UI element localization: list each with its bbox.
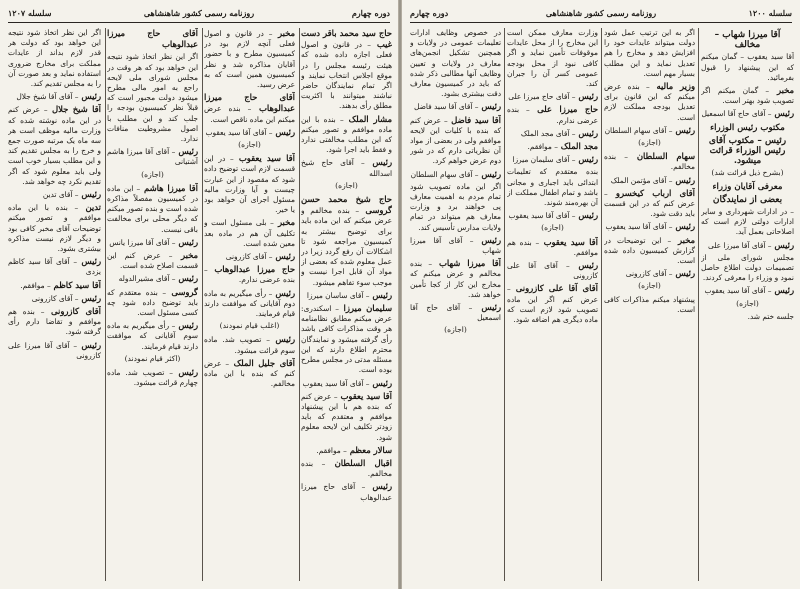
speech-entry <box>8 293 101 304</box>
page-header <box>410 6 792 22</box>
speech-entry <box>301 157 392 178</box>
speaker-name: رئیس <box>77 256 101 267</box>
speaker-name: آقای کازرونی <box>44 306 101 317</box>
speech-text: – عرض کنم این قسمت اصلاح شده است. <box>107 251 198 271</box>
speech-text: – آقای کازرونی <box>225 252 273 262</box>
speaker-name: رئیس <box>369 289 392 300</box>
speech-entry <box>301 391 392 443</box>
column-divider <box>299 28 300 581</box>
speech-entry <box>204 217 295 249</box>
speech-entry <box>410 235 501 256</box>
speaker-name: رئیس <box>575 91 598 102</box>
speech-text: – عرض کنم که بنده هم با این پیشنهاد موافقم و معتقدم که باید زودتر تکلیف این لایحه معلوم شود. <box>301 391 392 442</box>
speech-entry <box>604 235 695 267</box>
speech-text: – آقای مشیرالدوله <box>118 274 176 284</box>
speech-entry <box>507 128 598 139</box>
speaker-name: رئیس <box>78 91 101 102</box>
text-column <box>507 28 598 583</box>
speaker-name: آقا سید فاضل <box>447 114 501 125</box>
newspaper-title: روزنامه رسمی کشور شاهنشاهی <box>143 8 255 18</box>
speaker-name: گروسی <box>166 286 198 297</box>
parenthetical-note: (اجازه) <box>638 138 661 148</box>
speech-text: اگر این نظر اتخاذ شود نتیجه این خواهد بود که هر وقت در مجلس شورای ملی لایحه راجع به امور مالی مطرح میشود دولت مجبور است که قبلاً نظر کمیسیون بودجه را جلب کند و این مطلب با اصول مشروطیت منافات ندارد. <box>107 52 198 144</box>
speech-entry <box>107 287 198 319</box>
speech-text: – آقای آقا سید یعقوب <box>704 286 772 296</box>
speech-entry <box>107 237 198 248</box>
speech-entry <box>604 81 695 123</box>
speech-text: – بنده با این ماده موافقم و تصور میکنم که این مطلب مخالفتی ندارد و فقط باید اجرا شود. <box>301 114 392 155</box>
speaker-name: آقای حاج میرزا عبدالوهاب <box>204 92 295 114</box>
speaker-name: مخبر <box>172 250 198 261</box>
speech-text: – آقای ساسان میرزا <box>306 290 370 300</box>
speaker-name: سلیمان میرزا <box>338 303 392 314</box>
speech-entry <box>204 358 295 390</box>
speech-text: اگر این نظر اتخاذ شود نتیجه این خواهد بود که دولت هر قدر لازم بداند از عایدات مملکت برای مخارج ضروری استفاده نماید و بعد صورت آن را به مجلس تقدیم کند. <box>8 28 101 89</box>
speech-text: اگر این ماده تصویب شود تمام مردم به اهمیت معارف پی خواهند برد و وزارت معارف هم میتواند در تمام ولایات مدارس تأسیس کند. <box>410 181 501 232</box>
issue-number: سلسله ۱۲۰۰ <box>748 8 792 18</box>
speech-entry <box>701 240 794 251</box>
speech-entry <box>301 290 392 301</box>
speech-entry <box>204 334 295 355</box>
speaker-name: رئیس <box>672 124 695 135</box>
speech-entry <box>301 481 392 502</box>
speech-text: – موافقم. <box>316 445 347 455</box>
speech-entry <box>301 303 392 375</box>
speech-text: پیشنهاد میکنم مذاکرات کافی است. <box>604 294 695 314</box>
speech-entry <box>604 221 695 232</box>
speech-entry <box>410 28 501 99</box>
speech-text: – در این قسمت لازم است توضیح داده شود که مقصود از این عبارت چیست و آیا وزارت مالیه مسئول اجرای آن خواهد بود یا خیر. <box>204 154 295 215</box>
speaker-name: رئیس <box>78 189 101 200</box>
speech-text: – رأی میگیریم به ماده دوم آقایانی که موافقت دارند قیام فرمایند. <box>204 288 295 319</box>
speech-text: – عرض کنم که در این قسمت باید دقت شود. <box>604 188 695 219</box>
speaker-name: رئیس <box>269 334 295 345</box>
speech-text: – در قانون و اصول فعلی آنچه لازم بود در کمیسیون مطرح و با حضور آقایان مذاکره شد و نظر کمیسیون همین است که به عرض رسید. <box>204 29 295 90</box>
bold-line: رئیس – مکتوب آقای رئیس الوزراء قرائت میشود. <box>708 135 787 167</box>
speaker-name: رئیس <box>478 101 501 112</box>
speech-entry <box>301 114 392 156</box>
speaker-name: حاج سید محمد باقر دست غیب <box>301 28 392 50</box>
speaker-name: وزیر مالیه <box>649 81 695 92</box>
text-column <box>204 28 295 583</box>
speech-text: – آقای مجد الملک <box>520 128 576 138</box>
speech-entry <box>604 151 695 172</box>
speech-entry <box>8 256 101 277</box>
parenthetical-note: (اجازه) <box>335 180 358 190</box>
speech-entry <box>507 237 598 258</box>
speaker-name: اقبال السلطان <box>325 457 392 468</box>
speech-text: جلسه ختم شد. <box>747 311 794 321</box>
text-column <box>410 28 501 583</box>
speaker-name: آقا میرزا شهاب <box>432 258 501 269</box>
bold-line: آقا میرزا شهاب – مخالف <box>714 30 781 51</box>
page-label: دوره چهارم <box>351 8 390 18</box>
parenthetical-note: (اجازه) <box>736 298 759 308</box>
speech-text: – آقای سهام السلطان <box>410 169 479 179</box>
speaker-name: رئیس <box>472 302 501 313</box>
speaker-name: آقای ارباب کیخسرو <box>607 187 695 198</box>
parenthetical-note: (اغلب قیام نمودند) <box>219 321 280 331</box>
speaker-name: رئیس <box>272 287 295 298</box>
speech-entry <box>107 28 198 50</box>
speech-entry <box>507 154 598 165</box>
speaker-name: رئیس <box>575 210 598 221</box>
speaker-name: رئیس <box>672 268 695 279</box>
speaker-name: حاج میرزا عبدالوهاب <box>207 264 295 275</box>
speech-text: مجلس شورای ملی از تصمیمات دولت اطلاع حاصل نمود و وزراء را معرفی کردند. <box>701 252 794 283</box>
speech-entry <box>701 207 794 238</box>
speaker-name: رئیس <box>77 339 101 350</box>
speech-text: – آقای کازرونی <box>31 293 79 303</box>
speech-text: – بنده عرضی ندارم. <box>507 105 598 125</box>
speech-entry <box>107 52 198 144</box>
speaker-name: مخبر <box>671 234 695 245</box>
speaker-name: رئیس <box>473 234 501 245</box>
speaker-name: رئیس <box>575 154 598 165</box>
speech-text: – بنده با این ماده موافقم و تصور میکنم توضیحات آقای مخبر کافی بود و دیگر لازم نیست مذاکره بیشتری بشود. <box>8 203 101 254</box>
speaker-name: آقای جلیل الملک <box>229 357 295 368</box>
speaker-name: رئیس <box>771 239 794 250</box>
speech-text: – آقای حاج آقا اسمعیل <box>701 109 772 119</box>
speaker-name: مخبر <box>273 217 295 228</box>
speech-entry <box>507 260 598 281</box>
bold-line: بعضی از نمایندگان <box>712 194 783 205</box>
speech-text: در خصوص وظایف ادارات تعلیمات عمومی در ولایات و همچنین تشکیل انجمن‌های معارف در ولایات و تعیین وظایف آنها مطالبی ذکر شده که باید در کمیسیون معارف دقت بیشتری بشود. <box>410 28 501 99</box>
speech-entry <box>301 28 392 112</box>
speech-text: – موافقم. <box>527 142 558 152</box>
speech-entry <box>507 167 598 208</box>
speaker-name: حاج شیخ محمد حسن گروسی <box>301 194 392 216</box>
parenthetical-note: (بشرح ذیل قرائت شد) <box>711 168 784 178</box>
speaker-name: رئیس <box>175 236 198 247</box>
speech-text: – بنده هم موافقم و تقاضا دارم رأی گرفته شود. <box>8 307 101 337</box>
speaker-name: مجد الملک <box>557 141 598 152</box>
speech-text: – بنده مخالفم و عرض میکنم که مخارج این کار از کجا تأمین خواهد شد. <box>410 259 501 299</box>
speech-text: – عرض کنم در این ماده نوشته شده که وزارت مالیه موظف است هر سه ماه یک مرتبه صورت جمع و خرج را به مجلس تقدیم کند و این مطلب بسیار خوب است ولی باید معلوم شود که اگر تقدیم نکرد چه خواهد شد. <box>8 105 101 186</box>
speech-entry <box>204 92 295 125</box>
speech-entry <box>507 91 598 102</box>
speech-text: – موافقم. <box>20 280 51 290</box>
text-column <box>301 28 392 583</box>
speaker-name: آقا سید یعقوب <box>233 153 295 164</box>
speech-text: – آقای آقا میرزا یانس <box>109 237 176 247</box>
speech-text: – آقای آقا میرزا هاشم آشتیانی <box>107 147 198 167</box>
column-divider <box>504 28 505 581</box>
right-page <box>402 0 800 589</box>
speech-entry <box>701 312 794 322</box>
speech-text: – آقای آقا سید یعقوب <box>508 211 576 221</box>
speech-entry <box>701 108 794 119</box>
speech-text: – عرض کنم که بنده با کلیات این لایحه موافقم ولی در بعضی از مواد آن نظریاتی دارم که در شور دوم عرض خواهم کرد. <box>410 115 501 166</box>
speech-text: – تصویب شد. ماده سوم قرائت میشود. <box>204 335 295 355</box>
speaker-name: رئیس <box>364 157 392 168</box>
speech-entry <box>107 146 198 167</box>
speech-entry <box>507 141 598 152</box>
speaker-name: آقا سید یعقوب <box>539 236 598 247</box>
speech-entry <box>8 340 101 361</box>
speech-entry <box>8 91 101 102</box>
speech-entry <box>701 253 794 284</box>
speaker-name: آقا شیخ جلال <box>47 104 101 115</box>
speech-text: – آقای حاج آقا اسمعیل <box>410 303 501 323</box>
speaker-name: رئیس <box>672 174 695 185</box>
speech-entry <box>507 283 598 325</box>
speaker-name: مخبر <box>272 28 295 38</box>
speech-text: – بلی مسئول است و تکلیف آن هم در ماده بعد معین شده است. <box>204 218 295 248</box>
column-divider <box>601 28 602 581</box>
speaker-name: آقا میرزا هاشم <box>140 182 198 193</box>
speech-entry <box>8 189 101 200</box>
speaker-name: رئیس <box>672 221 695 232</box>
speaker-name: رئیس <box>272 251 295 262</box>
speech-entry <box>8 280 101 291</box>
speaker-name: آقا سید یعقوب <box>337 390 392 401</box>
speech-text: – بنده مخالفم. <box>604 152 695 172</box>
speech-entry <box>507 210 598 221</box>
speech-text: – آقای سلیمان میرزا <box>512 155 576 165</box>
speech-text: – بنده معتقدم که باید توضیح داده شود چه کسی مسئول است. <box>107 287 198 318</box>
column-divider <box>202 28 203 581</box>
speech-entry <box>204 153 295 215</box>
parenthetical-note: (اکثر قیام نمودند) <box>124 353 181 363</box>
speaker-name: رئیس <box>78 292 101 303</box>
speech-entry <box>8 104 101 187</box>
header-rule <box>410 22 792 23</box>
speech-text: – آقای آقا سید فاضل <box>413 102 479 112</box>
speech-text: – این ماده در کمیسیون مفصلاً مذاکره شده است و بنده تصور میکنم که دیگر محلی برای مخالفت باقی نیست. <box>107 183 198 234</box>
speaker-name: آقای حاج میرزا عبدالوهاب <box>107 28 198 50</box>
speech-text: – آقای تدین <box>42 190 79 200</box>
column-divider <box>105 28 106 581</box>
speaker-name: رئیس <box>771 108 794 119</box>
text-column <box>701 28 794 583</box>
speech-text: – این توضیحات در گزارش کمیسیون داده شده است. <box>604 235 695 266</box>
speech-entry <box>204 264 295 285</box>
left-page <box>0 0 398 589</box>
speech-entry <box>410 101 501 112</box>
speech-entry <box>410 258 501 300</box>
speech-text: – آقای آقا علی کازرونی <box>507 261 598 281</box>
speech-text: – آقای کازرونی <box>625 269 673 279</box>
speaker-name: تدین <box>78 202 101 213</box>
speech-text: – آقای آقا میرزا علی کازرونی <box>8 340 101 360</box>
speaker-name: رئیس <box>365 481 392 492</box>
speech-text: – آقای حاج میرزا علی <box>508 92 576 102</box>
text-column <box>604 28 695 583</box>
speech-entry <box>604 175 695 186</box>
speech-text: – آقای آقا شیخ جلال <box>16 92 79 102</box>
speech-text: – آقای آقا سید یعقوب <box>302 378 370 388</box>
column-divider <box>698 28 699 581</box>
speech-entry <box>701 85 794 106</box>
speech-text: – آقای مؤتمن الملک <box>610 175 673 185</box>
speech-entry <box>107 250 198 271</box>
speaker-name: آقای آقا علی کازرونی <box>510 283 598 294</box>
speech-text: – آقای حاج شیخ اسدالله <box>301 158 392 178</box>
speech-text: – عرض کنم اگر این ماده تصویب شود لازم است که ماده دیگری هم اضافه شود. <box>507 284 598 325</box>
speech-text: – بنده عرض میکنم که این قانون برای تعدیل بودجه مملکت لازم است. <box>604 82 695 122</box>
speaker-name: مخبر <box>769 85 794 96</box>
section-heading: معرفی آقایان وزراء <box>712 181 783 192</box>
speech-text: – گمان میکنم اگر تصویب شود بهتر است. <box>701 86 794 106</box>
speech-entry <box>410 182 501 233</box>
speaker-name: رئیس <box>175 273 198 284</box>
speech-entry <box>604 295 695 315</box>
parenthetical-note: (اجازه) <box>444 325 467 335</box>
speech-entry <box>410 302 501 323</box>
speech-text: – عرض کنم که بنده با این ماده مخالفم. <box>204 358 295 389</box>
speaker-name: رئیس <box>369 377 392 388</box>
speech-entry <box>604 268 695 279</box>
parenthetical-note: (اجازه) <box>541 223 564 233</box>
parenthetical-note: (اجازه) <box>638 281 661 291</box>
speech-entry <box>301 378 392 389</box>
speech-entry <box>507 28 598 89</box>
text-column <box>107 28 198 583</box>
speech-text: – آقای حاج میرزا عبدالوهاب <box>301 482 392 502</box>
speech-entry <box>301 194 392 288</box>
speech-entry <box>604 125 695 136</box>
speech-text: – رأی میگیریم به ماده سوم آقایانی که موافقت دارند قیام فرمایند. <box>107 321 198 351</box>
speech-text: – آقای آقا میرزا شهاب <box>410 235 501 256</box>
speech-text: – بنده عرض میکنم این ماده ناقص است. <box>204 104 295 124</box>
speech-entry <box>604 28 695 79</box>
speech-entry <box>204 288 295 320</box>
speech-entry <box>107 367 198 388</box>
speaker-name: آقا سید کاظم <box>50 279 101 290</box>
speech-entry <box>8 28 101 89</box>
speaker-name: رئیس <box>272 126 295 137</box>
speech-text: – آقای آقا میرزا علی <box>708 240 772 250</box>
speech-text: وزارت معارف ممکن است این مخارج را از محل عایدات موقوفات تأمین نماید و اگر کافی نبود از محل بودجه عمومی کسر آن را جبران کند. <box>507 28 598 89</box>
parenthetical-note: (اجازه) <box>141 169 164 179</box>
speech-text: – آقای آقا سید یعقوب <box>605 222 673 232</box>
speech-text: – بنده عرضی ندارم. <box>204 265 295 285</box>
speech-entry <box>604 188 695 220</box>
speech-text: – آقای آقا سید یعقوب <box>205 127 273 137</box>
speech-entry <box>204 28 295 90</box>
speech-text: – در قانون و اصول فعلی اجازه داده شده که هیئت رئیسه مجلس را در موقع اجلاس انتخاب نمایند و اگر تمام نمایندگان حاضر نباشند میتوانند با اکثریت مطلق رأی بدهند. <box>301 40 392 111</box>
speech-entry <box>301 445 392 456</box>
speaker-name: مشار الملک <box>343 113 392 124</box>
speech-entry <box>107 273 198 284</box>
speech-text: – بنده مخالفم و عرض میکنم که این ماده باید برای توضیح بیشتر به کمیسیون مراجعه شود تا اشکالات آن رفع گردد زیرا در عمل معلوم شده که بعضی از مواد آن قابل اجرا نیست و موجب سوء تفاهم میشود. <box>301 206 392 287</box>
speech-text: – آقای آقا سید کاظم یزدی <box>8 257 101 277</box>
section-heading: مکتوب رئیس الوزراء <box>710 122 785 133</box>
speaker-name: سالار معظم <box>346 444 392 455</box>
speaker-name: سهام السلطان <box>628 151 695 162</box>
speech-entry <box>107 320 198 352</box>
speaker-name: رئیس <box>575 127 598 138</box>
speech-text: – آقای سهام السلطان <box>604 125 673 135</box>
speech-text: بنده معتقدم که تعلیمات ابتدائی باید اجباری و مجانی باشد و تمام اطفال مملکت از آن بهره‌مند شوند. <box>507 167 598 208</box>
speaker-name: رئیس <box>771 285 794 296</box>
speech-entry <box>701 52 794 83</box>
speech-entry <box>8 202 101 254</box>
speech-entry <box>507 104 598 125</box>
speech-text: – تصویب شد. ماده چهارم قرائت میشود. <box>107 368 198 388</box>
speech-entry <box>204 251 295 262</box>
speech-text: – بنده هم موافقم. <box>507 237 598 257</box>
page-header <box>8 6 390 22</box>
speaker-name: رئیس <box>175 320 198 331</box>
speech-entry <box>301 458 392 479</box>
speech-text: – اسکندری: عرض میکنم مطابق نظامنامه هر وقت مذاکرات کافی باشد رأی گرفته میشود و نمایندگان محترم اطلاع دارند که این مسئله مدتی در مجلس مطرح بوده است. <box>301 304 392 375</box>
page-label: دوره چهارم <box>410 8 449 18</box>
newspaper-title: روزنامه رسمی کشور شاهنشاهی <box>545 8 657 18</box>
speech-text: اگر به این ترتیب عمل شود دولت میتواند عایدات خود را افزایش دهد و مخارج را هم تعدیل نماید و این مطلب بسیار مهم است. <box>604 28 695 78</box>
speech-text: – در ادارات شهرداری و سایر ادارات دولتی لازم است که اصلاحاتی بعمل آید. <box>701 207 794 237</box>
parenthetical-note: (اجازه) <box>238 140 261 150</box>
speaker-name: رئیس <box>569 260 598 271</box>
speech-entry <box>204 127 295 138</box>
speech-entry <box>107 183 198 235</box>
text-column <box>8 28 101 583</box>
speaker-name: حاج میرزا علی <box>529 104 598 115</box>
speech-entry <box>701 285 794 296</box>
issue-number: سلسله ۱۲۰۷ <box>8 8 52 18</box>
speech-text: – بنده مخالفم. <box>301 458 392 479</box>
speech-text: آقا سید یعقوب – گمان میکنم که این پیشنهاد را قبول بفرمائید. <box>701 52 794 82</box>
speech-entry <box>410 169 501 180</box>
speaker-name: رئیس <box>172 367 198 378</box>
speech-entry <box>8 306 101 338</box>
header-rule <box>8 22 390 23</box>
speaker-name: رئیس <box>478 168 501 179</box>
speaker-name: رئیس <box>175 146 198 157</box>
speech-entry <box>410 115 501 167</box>
